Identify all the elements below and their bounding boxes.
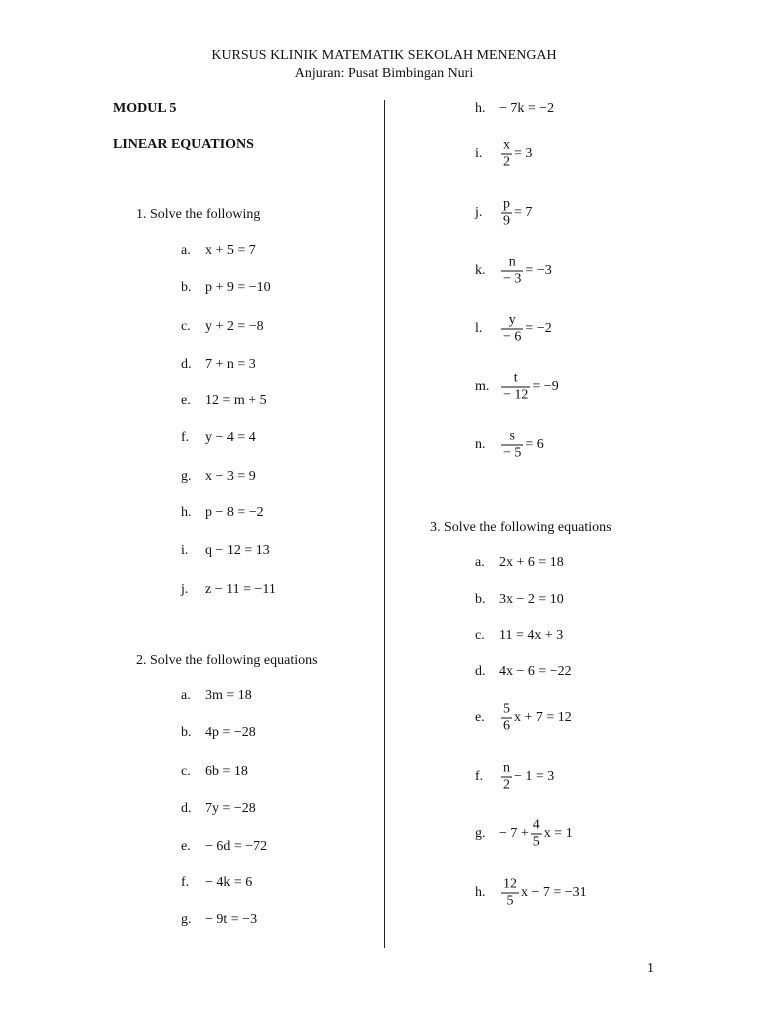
equation-item xyxy=(475,652,735,692)
equation-item xyxy=(475,873,735,913)
equation-suffix: x + 7 = 12 xyxy=(514,710,572,726)
item-label: k. xyxy=(475,263,486,278)
equation: 7 + n = 3 xyxy=(205,357,256,372)
equation: x − 3 = 9 xyxy=(205,469,256,484)
item-label: l. xyxy=(475,321,483,336)
equation-item xyxy=(181,863,441,903)
fraction-numerator: s xyxy=(501,429,523,446)
fraction-numerator: p xyxy=(503,196,510,212)
equation-item xyxy=(181,231,441,271)
fraction xyxy=(501,313,523,346)
equation-item xyxy=(475,367,735,407)
equation-suffix: x = 1 xyxy=(543,826,573,842)
equation-suffix: = −3 xyxy=(525,263,552,279)
equation-item xyxy=(475,757,735,797)
equation-item xyxy=(181,307,441,347)
item-label: b. xyxy=(181,280,192,295)
item-label: a. xyxy=(181,243,191,258)
equation: 6b = 18 xyxy=(205,764,248,779)
equation-item xyxy=(475,616,735,656)
equation: 7y = −28 xyxy=(205,801,256,816)
page-number: 1 xyxy=(647,961,654,976)
item-label: j. xyxy=(475,205,483,220)
item-label: e. xyxy=(181,839,191,854)
fraction xyxy=(501,138,512,171)
equation-suffix: = 7 xyxy=(514,205,533,221)
fraction-denominator: 5 xyxy=(506,893,514,909)
fraction xyxy=(501,429,523,462)
equation-item xyxy=(181,676,441,716)
equation-item xyxy=(475,543,735,583)
equation: − 6d = −72 xyxy=(205,839,268,854)
equation: 4p = −28 xyxy=(205,725,256,740)
equation xyxy=(499,371,559,404)
equation-item xyxy=(181,570,441,610)
item-label: e. xyxy=(475,710,485,725)
equation-item xyxy=(475,193,735,233)
item-label: h. xyxy=(475,101,486,116)
fraction-denominator: − 6 xyxy=(503,329,522,345)
item-label: c. xyxy=(181,764,191,779)
equation-item xyxy=(181,531,441,571)
equation xyxy=(499,761,554,794)
equation: q − 12 = 13 xyxy=(205,543,270,558)
fraction xyxy=(531,818,542,851)
equation xyxy=(499,138,532,171)
equation-suffix: = −9 xyxy=(532,379,559,395)
fraction xyxy=(501,255,523,288)
item-label: h. xyxy=(475,885,486,900)
document-header-title: KURSUS KLINIK MATEMATIK SEKOLAH MENENGAH xyxy=(211,48,557,63)
equation xyxy=(499,702,572,735)
item-label: b. xyxy=(475,592,486,607)
equation-item xyxy=(181,268,441,308)
item-label: i. xyxy=(181,543,189,558)
fraction-numerator: 12 xyxy=(503,876,517,892)
item-label: g. xyxy=(475,826,486,841)
equation-item xyxy=(181,827,441,867)
equation-item xyxy=(181,713,441,753)
fraction xyxy=(501,761,512,794)
item-label: c. xyxy=(475,628,485,643)
item-label: j. xyxy=(181,582,189,597)
equation-item xyxy=(475,698,735,738)
fraction-denominator: 5 xyxy=(532,834,540,850)
fraction xyxy=(501,197,512,230)
equation xyxy=(499,429,544,462)
item-label: c. xyxy=(181,319,191,334)
document-header-subtitle: Anjuran: Pusat Bimbingan Nuri xyxy=(294,66,474,81)
equation: y + 2 = −8 xyxy=(205,319,264,334)
question-2-heading: 2. Solve the following equations xyxy=(136,653,318,668)
equation: 3x − 2 = 10 xyxy=(499,592,564,607)
equation: p − 8 = −2 xyxy=(205,505,264,520)
equation-prefix: − 7 + xyxy=(499,826,529,842)
equation-item xyxy=(181,789,441,829)
fraction-denominator: 9 xyxy=(503,213,510,229)
item-label: m. xyxy=(475,379,490,394)
equation-item xyxy=(475,89,735,129)
fraction-numerator: t xyxy=(501,371,530,388)
fraction-numerator: n xyxy=(503,760,510,776)
equation: z − 11 = −11 xyxy=(205,582,276,597)
fraction-numerator: 5 xyxy=(503,701,510,717)
equation: 4x − 6 = −22 xyxy=(499,664,572,679)
equation-item xyxy=(475,580,735,620)
equation: x + 5 = 7 xyxy=(205,243,256,258)
equation-item xyxy=(181,418,441,458)
equation-item xyxy=(181,900,441,940)
topic-title: LINEAR EQUATIONS xyxy=(113,137,254,152)
equation-suffix: x − 7 = −31 xyxy=(521,885,587,901)
module-title: MODUL 5 xyxy=(113,101,177,116)
equation xyxy=(499,818,573,851)
equation-item xyxy=(475,425,735,465)
fraction-numerator: 4 xyxy=(532,817,540,833)
equation-item xyxy=(475,134,735,174)
equation: 2x + 6 = 18 xyxy=(499,555,564,570)
equation xyxy=(499,197,532,230)
item-label: g. xyxy=(181,912,192,927)
equation-item xyxy=(181,381,441,421)
fraction-denominator: − 5 xyxy=(503,445,522,461)
item-label: d. xyxy=(181,357,192,372)
equation xyxy=(499,313,552,346)
equation-item xyxy=(475,251,735,291)
equation-item xyxy=(181,457,441,497)
item-label: f. xyxy=(181,430,190,445)
equation-item xyxy=(475,814,735,854)
equation-item xyxy=(181,493,441,533)
equation-item xyxy=(475,309,735,349)
fraction-denominator: 2 xyxy=(503,154,510,170)
question-3-heading: 3. Solve the following equations xyxy=(430,520,612,535)
fraction-numerator: y xyxy=(501,313,523,330)
question-1-heading: 1. Solve the following xyxy=(136,207,261,222)
item-label: a. xyxy=(475,555,485,570)
fraction xyxy=(501,702,512,735)
item-label: h. xyxy=(181,505,192,520)
item-label: a. xyxy=(181,688,191,703)
fraction-denominator: 2 xyxy=(503,777,510,793)
item-label: i. xyxy=(475,146,483,161)
equation xyxy=(499,877,587,910)
equation-item xyxy=(181,752,441,792)
fraction-numerator: x xyxy=(503,137,510,153)
fraction xyxy=(501,877,519,910)
equation-suffix: = 6 xyxy=(525,437,544,453)
fraction-denominator: 6 xyxy=(503,718,510,734)
equation: − 9t = −3 xyxy=(205,912,258,927)
equation xyxy=(499,255,552,288)
item-label: n. xyxy=(475,437,486,452)
fraction-denominator: − 3 xyxy=(503,271,522,287)
equation: − 7k = −2 xyxy=(499,101,555,116)
item-label: b. xyxy=(181,725,192,740)
equation: 11 = 4x + 3 xyxy=(499,628,564,643)
equation: y − 4 = 4 xyxy=(205,430,256,445)
item-label: d. xyxy=(475,664,486,679)
item-label: d. xyxy=(181,801,192,816)
item-label: f. xyxy=(475,769,484,784)
equation: − 4k = 6 xyxy=(205,875,253,890)
equation-item xyxy=(181,345,441,385)
equation-suffix: − 1 = 3 xyxy=(514,769,555,785)
equation: 3m = 18 xyxy=(205,688,252,703)
equation: 12 = m + 5 xyxy=(205,393,267,408)
item-label: e. xyxy=(181,393,191,408)
item-label: g. xyxy=(181,469,192,484)
equation-suffix: = −2 xyxy=(525,321,552,337)
fraction xyxy=(501,371,530,404)
equation-suffix: = 3 xyxy=(514,146,533,162)
item-label: f. xyxy=(181,875,190,890)
fraction-numerator: n xyxy=(501,255,523,272)
fraction-denominator: − 12 xyxy=(503,387,529,403)
equation: p + 9 = −10 xyxy=(205,280,271,295)
